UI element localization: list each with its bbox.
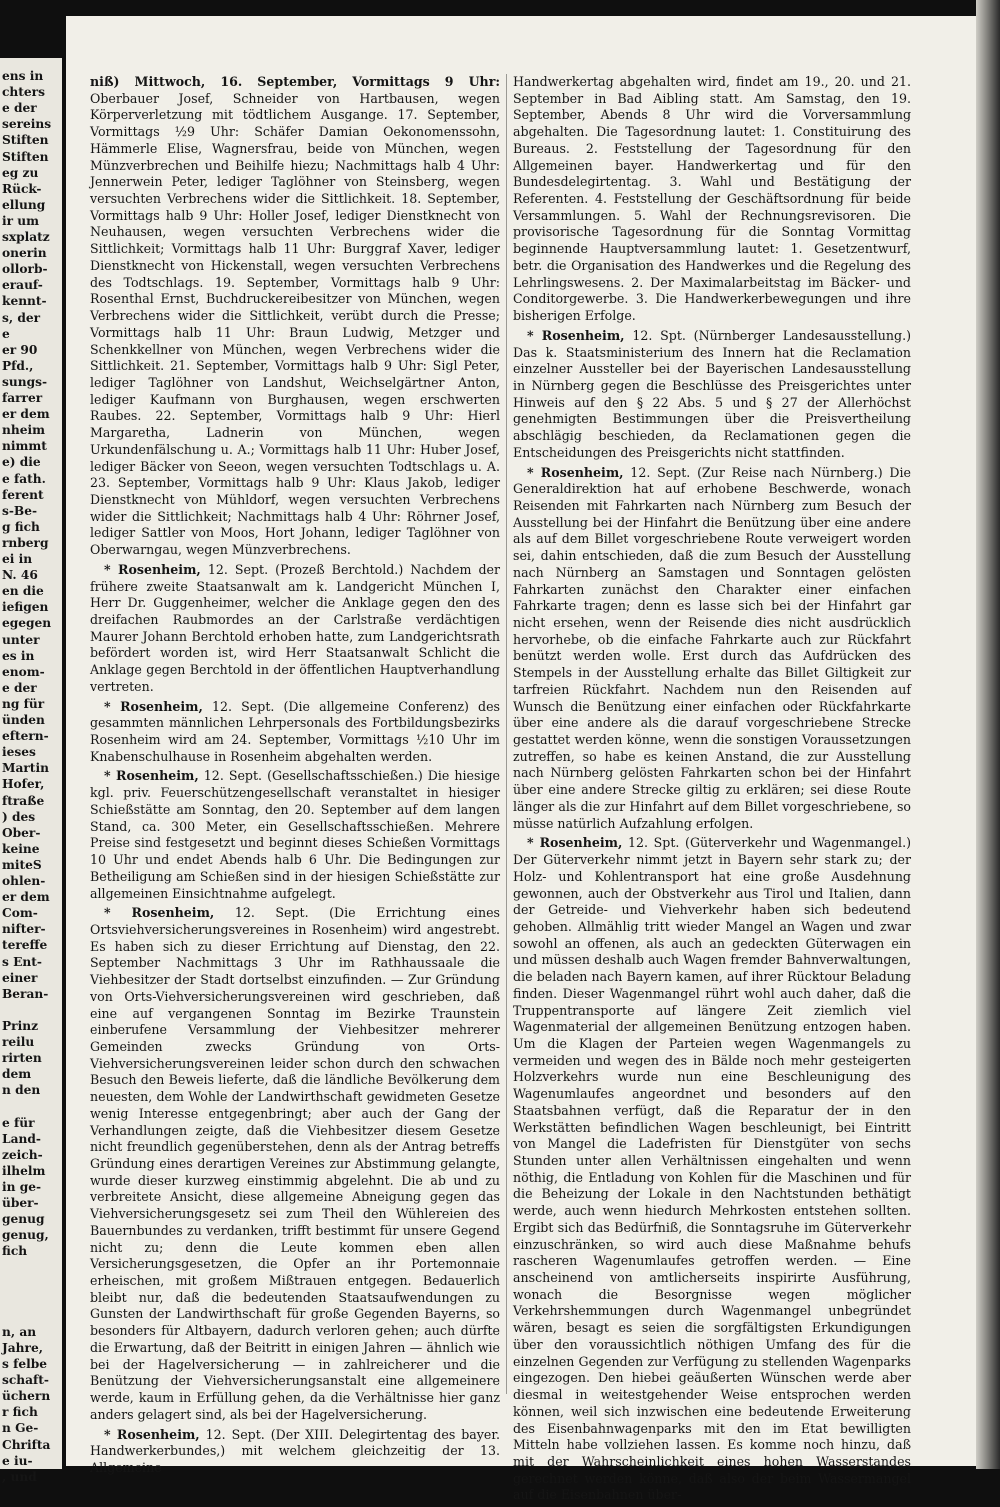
strip-fragment: Martin: [2, 761, 49, 776]
strip-fragment: s Ent-: [2, 954, 42, 969]
strip-fragment: unter: [2, 632, 40, 647]
news-paragraph: [90, 699, 500, 766]
strip-fragment: nheim: [2, 423, 46, 438]
news-paragraph: [90, 905, 500, 1423]
strip-fragment: , und: [2, 1469, 37, 1484]
strip-fragment: s felbe: [2, 1357, 48, 1371]
strip-fragment: Beran-: [2, 986, 49, 1001]
paragraph-text: 12. Spt. (Nürnberger Landesausstellung.) Das k. Staatsministerium des Innern hat die Reclamation einzelner Aussteller bei der Bayerischen Landesausstellung in Nürnberg gegen die Beschlüsse des Preisgerichtes unter Hinweis auf den § 22 Abs. 5 und § 27 der Allerhöchst genehmigten Bestimmungen über die Preisvertheilung abschlägig beschieden, da Reclamationen gegen die Entscheidungen des Preisgerichts nicht stattfinden.: [513, 327, 911, 460]
strip-fragment: n den: [2, 1083, 41, 1098]
left-column: [90, 74, 500, 1480]
strip-fragment: rnberg: [2, 535, 49, 550]
strip-fragment: ei in: [2, 552, 33, 566]
paragraph-lead: * Rosenheim,: [104, 905, 215, 921]
strip-fragment: iefigen: [2, 600, 49, 615]
paragraph-lead: * Rosenheim,: [104, 1426, 200, 1442]
strip-fragment: er dem: [2, 890, 50, 905]
strip-fragment: miteS: [2, 857, 42, 872]
strip-fragment: Jahre,: [2, 1340, 43, 1355]
strip-fragment: reilu: [2, 1035, 35, 1049]
strip-fragment: nifter-: [2, 922, 46, 937]
strip-fragment: chters: [2, 85, 45, 100]
paragraph-lead: * Rosenheim,: [527, 835, 623, 851]
news-paragraph: [513, 74, 911, 325]
paragraph-lead: * Rosenheim,: [527, 464, 624, 480]
strip-fragment: Chrifta: [2, 1437, 51, 1452]
column-separator: [506, 74, 507, 1394]
strip-fragment: kennt-: [2, 294, 47, 309]
strip-fragment: r fich: [2, 1405, 38, 1420]
paragraph-lead: * Rosenheim,: [104, 768, 199, 784]
strip-fragment: eftern-: [2, 729, 49, 744]
previous-page-edge: [0, 58, 62, 1484]
paragraph-text: 12. Spt. (Güterverkehr und Wagenmangel.) Der Güterverkehr nimmt jetzt in Bayern sehr stark zu; der Holz- und Kohlentransport hat eine große Ausdehnung gewonnen, auch der Obstverkehr aus Tirol und Italien, dann der Getreide- und Viehverkehr haben sich bedeutend gehoben. Allmählig tritt wieder Mangel an Wagen und zwar sowohl an offenen, als auch an gedeckten Güterwagen ein und müssen deshalb auch Wagen fremder Bahnverwaltungen, die beladen nach Bayern kamen, auf ihrer Rücktour Beladung finden. Dieser Wagenmangel rührt wohl auch daher, daß die Truppentransporte auf längere Zeit ziemlich viel Wagenmaterial der allgemeinen Benützung entzogen haben. Um die Klagen der Parteien wegen Wagenmangels zu vermeiden und wegen des in Bälde noch mehr gesteigerten Holzverkehrs wurde nun eine Beschleunigung des Wagenumlaufes angeordnet und besonders auf den Staatsbahnen verfügt, daß die Reparatur der in den Werkstätten befindlichen Wagen beschleunigt, bei Eintritt von Mangel die Ladefristen für Dienstgüter von sechs Stunden unter allen Verhältnissen eingehalten und wenn nöthig, die Entladung von Kohlen für die Maschinen und für die Beheizung der Lokale in den Nachtstunden bethätigt werde, auch wenn hiedurch Mehrkosten entstehen sollten. Ergibt sich das Bedürfniß, die Sonntagsruhe im Güterverkehr einzuschränken, so wird auch diese Maßnahme behufs rascheren Wagenumlaufes getroffen werden. — Eine anscheinend von amtlicherseits inspirirte Ausführung, wonach die Besorgnisse wegen möglicher Verkehrshemmungen durch Wagenmangel unbegründet wären, besagt es seien die sorgfältigsten Erkundigungen über den voraussichtlich nöthigen Umfang des für die einzelnen Gegenden zur Verfügung zu stellenden Wagenparks eingezogen. Den hiebei geäußerten Wünschen werde aber diesmal in weitestgehender Weise entsprochen werden können, weil sich inzwischen eine bedeutende Erweiterung des Eisenbahnwagenparks mit den im Etat bewilligten Mitteln habe vollziehen lassen. Es komme noch hinzu, daß mit der Wahrscheinlichkeit eines hohen Wasserstandes gerechnet werden könne, daß also der beim Wassermangel auf die Eisenbahnen über-: [513, 835, 911, 1503]
paragraph-text: 12. Sept. (Gesellschaftsschießen.) Die hiesige kgl. priv. Feuerschützengesellschaft veranstaltet in hiesiger Schießstätte am Sonntag, den 20. September auf dem langen Stand, ca. 300 Meter, ein Gesellschaftsschießen. Mehrere Preise sind festgesetzt und beginnt dieses Schießen Vormittags 10 Uhr und endet Abends halb 6 Uhr. Die Bedingungen zur Betheiligung am Schießen sind in der hiesigen Schießstätte zur allgemeinen Einsichtnahme aufgelegt.: [90, 768, 500, 901]
paragraph-text: 12. Sept. (Die Errichtung eines Ortsviehversicherungsvereines in Rosenheim) wird angestrebt. Es haben sich zu dieser Errichtung auf Dienstag, den 22. September Nachmittags 3 Uhr im Rathhaussaale die Viehbesitzer der Stadt dortselbst einzufinden. — Zur Gründung von Orts-Viehversicherungsvereinen wird geschrieben, daß eine auf vergangenen Sonntag im Bezirke Traunstein einberufene Versammlung der Viehbesitzer mehrerer Gemeinden zwecks Gründung von Orts-Viehversicherungsvereinen leider schon durch den schwachen Besuch den Beweis lieferte, daß die ländliche Bevölkerung dem neuesten, dem Wohle der Landwirthschaft gewidmeten Gesetze wenig Interesse entgegenbringt; aber auch der Gang der Verhandlungen zeigte, daß die Viehbesitzer diesem Gesetze nicht freundlich gegenüberstehen, denn als der Antrag betreffs Gründung eines derartigen Vereines zur Abstimmung gelangte, wurde dieser kurzweg einstimmig abgelehnt. Die ab und zu verbreitete Ansicht, diese allgemeine Abneigung gegen das Viehversicherungsgesetz sei zum Theil den Wühlereien des Bauernbundes zu verdanken, trifft bestimmt für unsere Gegend nicht zu; denn die Leute kommen eben allen Versicherungsgesetzen, die Opfer an ihr Portemonnaie erheischen, mit großem Mißtrauen entgegen. Bedauerlich bleibt nur, daß die bedeutenden Staatsaufwendungen zu Gunsten der Landwirthschaft für große Gegenden Bayerns, so besonders für Altbayern, dadurch verloren gehen; auch dürfte die Erwartung, daß der Beitritt in einigen Jahren — ähnlich wie bei der Hagelversicherung — in zahlreicherer und die Benützung der Viehversicherungsanstalt eine allgemeinere werde, kaum in Erfüllung gehen, da die Verhältnisse hier ganz anders gelagert sind, als bei der Hagelversicherung.: [90, 905, 500, 1422]
paragraph-text: Oberbauer Josef, Schneider von Hartbausen, wegen Körperverletzung mit tödtlichem Ausgange. 17. September, Vormittags ½9 Uhr: Schäfer Damian Oekonomenssohn, Hämmerle Elise, Wagnersfrau, beide von München, wegen Münzverbrechen und Beihilfe hiezu; Nachmittags halb 4 Uhr: Jennerwein Peter, lediger Taglöhner von Steinsberg, wegen versuchten Verbrechens wider die Sittlichkeit. 18. September, Vormittags halb 9 Uhr: Holler Josef, lediger Dienstknecht von Neuhausen, wegen versuchten Verbrechens wider die Sittlichkeit; Vormittags halb 11 Uhr: Burggraf Xaver, lediger Dienstknecht von Hickenstall, wegen versuchten Verbrechens des Todtschlags. 19. September, Vormittags halb 9 Uhr: Rosenthal Ernst, Buchdruckereibesitzer von München, wegen Verbrechens wider die Sittlichkeit, verübt durch die Presse; Vormittags halb 11 Uhr: Braun Ludwig, Metzger und Schenkkellner von München, wegen Verbrechens wider die Sittlichkeit. 21. September, Vormittags halb 9 Uhr: Sigl Peter, lediger Taglöhner von Landshut, Weichselgärtner Anton, lediger Kaufmann von Burghausen, wegen erschwerten Raubes. 22. September, Vormittags halb 9 Uhr: Hierl Margaretha, Ladnerin von München, wegen Urkundenfälschung u. A.; Vormittags halb 11 Uhr: Huber Josef, lediger Bäcker von Seeon, wegen versuchten Todtschlags u. A. 23. September, Vormittags halb 9 Uhr: Klaus Jakob, lediger Dienstknecht von Mühldorf, wegen versuchten Verbrechens wider die Sittlichkeit; Nachmittags halb 4 Uhr: Röhrner Josef, lediger Sattler von Moos, Hort Johann, lediger Taglöhner von Oberwarngau, wegen Münzverbrechens.: [90, 90, 500, 558]
strip-fragment: e: [2, 326, 10, 341]
strip-fragment: eg zu: [2, 165, 39, 180]
strip-fragment: Stiften: [2, 149, 49, 164]
strip-fragment: ) des: [2, 809, 36, 824]
strip-fragment: ens in: [2, 69, 44, 83]
paragraph-text: Handwerkertag abgehalten wird, findet am 19., 20. und 21. September in Bad Aibling statt. Am Samstag, den 19. September, Abends 8 Uhr wird die Vorversammlung abgehalten. Die Tagesordnung lautet: 1. Constituirung des Bureaus. 2. Feststellung der Tagesordnung für den Allgemeinen bayer. Handwerkertag und für den Bundesdelegirtentag. 3. Wahl und Bestätigung der Referenten. 4. Feststellung der Geschäftsordnung für beide Versammlungen. 5. Wahl der Rechnungsrevisoren. Die provisorische Tagesordnung für die Sonntag Vormittag beginnende Hauptversammlung lautet: 1. Gesetzentwurf, betr. die Organisation des Handwerkes und die Regelung des Lehrlingswesens. 2. Der Maximalarbeitstag im Bäcker- und Conditorgewerbe. 3. Die Handwerkerbewegungen und ihre bisherigen Erfolge.: [513, 74, 911, 324]
paragraph-lead: * Rosenheim,: [104, 561, 201, 577]
strip-fragment: sungs-: [2, 374, 48, 389]
strip-fragment: enom-: [2, 664, 45, 679]
strip-fragment: g fich: [2, 519, 40, 534]
strip-fragment: ilhelm: [2, 1163, 46, 1178]
strip-fragment: en die: [2, 584, 44, 599]
strip-fragment: ollorb-: [2, 262, 48, 277]
strip-fragment: Stiften: [2, 133, 49, 148]
strip-fragment: s, der: [2, 310, 41, 325]
strip-fragment: über-: [2, 1196, 39, 1210]
news-paragraph: [90, 74, 500, 559]
paragraph-lead: * Rosenheim,: [104, 698, 203, 714]
strip-fragment: Prinz: [2, 1018, 38, 1033]
strip-fragment: keine: [2, 841, 40, 856]
strip-fragment: schaft-: [2, 1373, 49, 1388]
strip-fragment: genug,: [2, 1228, 49, 1243]
right-column: [513, 74, 911, 1507]
strip-fragment: ir um: [2, 213, 40, 228]
strip-fragment: ieses: [2, 745, 36, 760]
strip-fragment: nimmt: [2, 439, 47, 454]
strip-fragment: n, an: [2, 1324, 37, 1339]
strip-fragment: üchern: [2, 1389, 51, 1404]
strip-fragment: ünden: [2, 713, 45, 727]
strip-fragment: tereffe: [2, 938, 48, 953]
strip-fragment: dem: [2, 1067, 32, 1082]
strip-fragment: ohlen-: [2, 874, 46, 888]
strip-fragment: er dem: [2, 407, 50, 422]
strip-fragment: Rück-: [2, 181, 42, 196]
strip-fragment: ellung: [2, 197, 46, 212]
strip-fragment: zeich-: [2, 1147, 43, 1162]
strip-fragment: einer: [2, 970, 38, 985]
news-paragraph: [513, 465, 911, 833]
strip-fragment: genug: [2, 1212, 45, 1227]
news-paragraph: [90, 562, 500, 696]
paragraph-text: 12. Sept. (Die allgemeine Conferenz) des gesammten männlichen Lehrpersonals des Fortbildungsbezirks Rosenheim wird am 24. September, Vormittags ½10 Uhr im Knabenschulhause in Rosenheim abgehalten werden.: [90, 698, 500, 764]
strip-fragment: fich: [2, 1244, 28, 1259]
strip-fragment: e) die: [2, 455, 41, 470]
strip-fragment: rirten: [2, 1051, 42, 1066]
strip-fragment: in ge-: [2, 1179, 42, 1194]
strip-fragment: egegen: [2, 616, 52, 631]
strip-fragment: e iu-: [2, 1453, 33, 1468]
strip-fragment: e der: [2, 101, 37, 116]
strip-fragment: Hofer,: [2, 777, 45, 792]
news-paragraph: [90, 1427, 500, 1477]
strip-fragment: onerin: [2, 246, 47, 261]
strip-fragment: sereins: [2, 117, 52, 132]
paragraph-lead: niß) Mittwoch, 16. September, Vormittags 9 Uhr:: [90, 74, 500, 89]
strip-fragment: sxplatz: [2, 230, 50, 244]
news-paragraph: [513, 835, 911, 1504]
book-spine-shadow: [976, 0, 1000, 1469]
news-paragraph: [513, 328, 911, 462]
news-paragraph: [90, 768, 500, 902]
strip-fragment: Ober-: [2, 825, 41, 840]
strip-fragment: Pfd.,: [2, 358, 34, 373]
strip-fragment: N. 46: [2, 568, 38, 583]
strip-fragment: ferent: [2, 487, 44, 502]
strip-fragment: ftraße: [2, 793, 45, 808]
strip-fragment: er 90: [2, 342, 38, 357]
strip-fragment: es in: [2, 648, 35, 663]
paragraph-text: 12. Sept. (Zur Reise nach Nürnberg.) Die Generaldirektion hat auf erhobene Beschwerde, wonach Reisenden mit Fahrkarten nach Nürnberg zum Besuch der Ausstellung bei der Hinfahrt die Benützung über eine andere als auf dem Billet vorgeschriebene Route verweigert worden sei, dahin entschieden, daß die zum Besuch der Ausstellung nach Nürnberg an Samstagen und Sonntagen gelösten Fahrkarten zunächst den Charakter einer einfachen Fahrkarte tragen; denn es lasse sich bei der Hinfahrt gar nicht ersehen, wenn der Reisende dies nicht ausdrücklich hervorhebe, ob die einfache Fahrkarte auch zur Rückfahrt benützt werden wolle. Erst durch das Aufdrücken des Stempels in der Ausstellung erhalte das Billet Giltigkeit zur tarfreien Rückfahrt. Nachdem nun den Reisenden auf Wunsch die Benützung einer einfachen oder Rückfahrkarte über eine andere als die darauf vorgeschriebene Strecke gestattet werden könne, wenn die sonstigen Voraussetzungen zutreffen, so habe es keinen Anstand, die zur Ausstellung nach Nürnberg gelösten Fahrkarten schon bei der Hinfahrt über eine andere Strecke giltig zu erklären; sei diese Route länger als die zur Hinfahrt auf dem Billet vorgeschriebene, so müsse natürlich Aufzahlung erfolgen.: [513, 464, 911, 831]
paragraph-text: 12. Sept. (Der XIII. Delegirtentag des bayer. Handwerkerbundes,) mit welchem gleichzeitig der 13. Allgemeine: [90, 1426, 500, 1475]
strip-fragment: farrer: [2, 391, 43, 405]
strip-fragment: erauf-: [2, 278, 43, 293]
strip-fragment: Com-: [2, 906, 38, 921]
strip-fragment: Land-: [2, 1131, 41, 1146]
paragraph-lead: * Rosenheim,: [527, 327, 625, 343]
strip-fragment: e fath.: [2, 471, 46, 486]
strip-fragment: e der: [2, 680, 37, 695]
paragraph-text: 12. Sept. (Prozeß Berchtold.) Nachdem der frühere zweite Staatsanwalt am k. Landgericht München I, Herr Dr. Guggenheimer, welcher die Anklage gegen den des dreifachen Raubmordes an der Carlstraße verdächtigen Maurer Johann Berchtold erhoben hatte, zum Landgerichtsrath befördert worden ist, wird Herr Staatsanwalt Schlicht die Anklage gegen Berchtold in der öffentlichen Hauptverhandlung vertreten.: [90, 561, 500, 694]
strip-fragment: e für: [2, 1115, 35, 1130]
strip-fragment: ng für: [2, 696, 45, 711]
strip-fragment: s-Be-: [2, 503, 38, 518]
strip-fragment: n Ge-: [2, 1421, 39, 1436]
